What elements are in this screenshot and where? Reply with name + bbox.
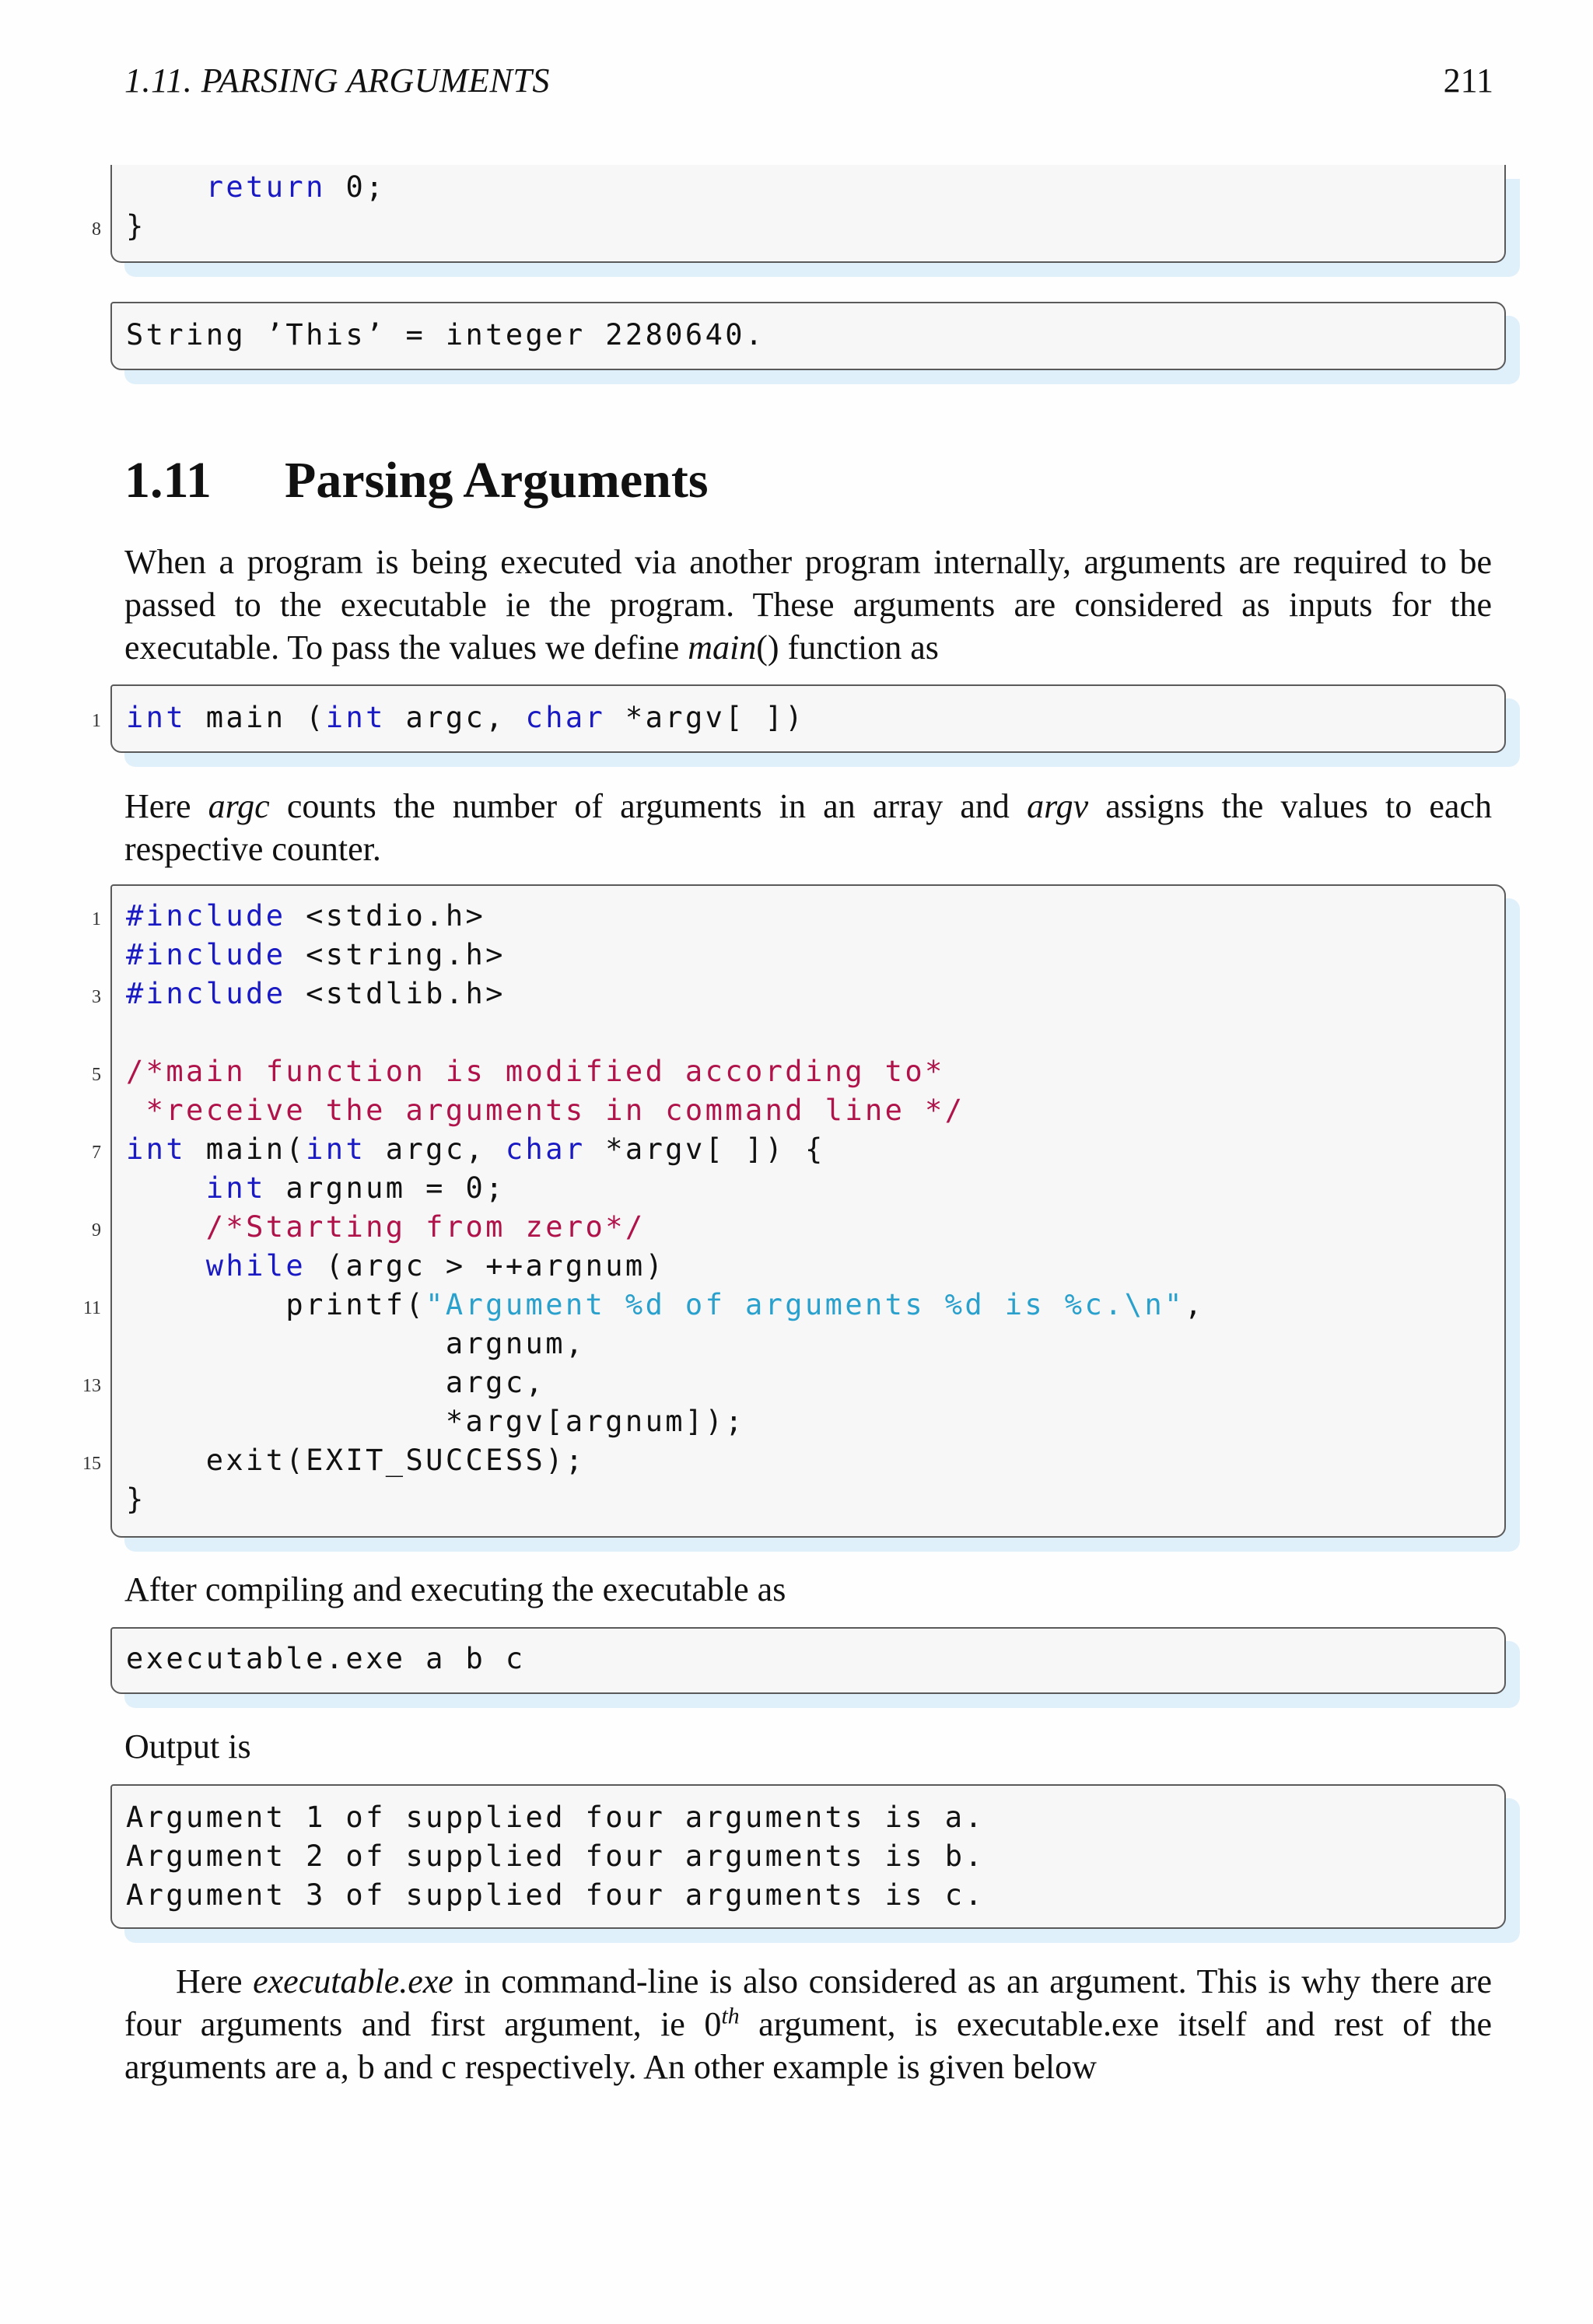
paragraph-intro — [124, 541, 1492, 669]
code-token: printf( — [126, 1288, 426, 1321]
code-token: } — [126, 209, 146, 243]
para-text: () function as — [756, 628, 939, 667]
code-line — [92, 1130, 1504, 1169]
section-title: Parsing Arguments — [285, 452, 709, 509]
code-token: int — [126, 701, 187, 734]
code-line — [82, 1363, 1504, 1402]
para-text: assigns the values to each respective counter. — [124, 787, 1492, 868]
code-token: #include — [126, 938, 286, 971]
para-text: argument, is executable.exe itself and rest of the arguments are a, b and c respectively. An other example is given below — [124, 2005, 1492, 2086]
code-token: main( — [186, 1132, 306, 1166]
line-number: 3 — [92, 987, 101, 1007]
code-line — [112, 1247, 1504, 1286]
code-token — [126, 170, 206, 204]
code-line — [112, 168, 1504, 207]
para-text: counts the number of arguments in an array and — [269, 787, 1028, 825]
code-token: main ( — [186, 701, 326, 734]
section-heading — [124, 451, 709, 510]
code-token: <stdlib.h> — [285, 977, 506, 1010]
code-line — [112, 1325, 1504, 1363]
code-token: argnum = 0; — [265, 1171, 506, 1205]
line-number: 15 — [82, 1454, 101, 1474]
line-number: 9 — [92, 1220, 101, 1241]
paragraph-compiling: After compiling and executing the executable as — [124, 1570, 786, 1608]
code-line — [92, 1208, 1504, 1247]
para-text: When a program is being executed via another program internally, arguments are required to be passed to the executable ie the program. These arguments are considered as inputs for the executable. To pass the values we define — [124, 543, 1492, 667]
code-token: argc, — [385, 701, 526, 734]
code-token: argc, — [126, 1366, 546, 1399]
code-token: return — [205, 170, 326, 204]
code-line — [92, 975, 1504, 1013]
line-number: 5 — [92, 1065, 101, 1085]
para-text: in command-line is also considered as an argument. This is why there are four arguments and first argument, ie 0 — [124, 1962, 1492, 2043]
code-token: while — [205, 1249, 306, 1283]
code-token: *argv[argnum]); — [126, 1405, 745, 1438]
output-line: Argument 1 of supplied four arguments is a. — [126, 1801, 986, 1834]
line-number: 1 — [92, 711, 101, 731]
paragraph-output-is: Output is — [124, 1727, 251, 1766]
paragraph-explanation — [124, 1960, 1492, 2088]
command-block — [110, 1627, 1506, 1694]
code-token: *argv[ ]) — [605, 701, 806, 734]
code-token — [126, 1016, 146, 1049]
para-italic-argc: argc — [208, 787, 270, 825]
code-token: exit(EXIT_SUCCESS); — [126, 1444, 586, 1477]
code-token: } — [126, 1482, 146, 1516]
code-line — [92, 1052, 1504, 1091]
code-token: #include — [126, 899, 286, 933]
code-token: "Argument %d of arguments %d is %c.\n" — [425, 1288, 1185, 1321]
output-block-arguments — [110, 1784, 1506, 1929]
line-number: 13 — [82, 1376, 101, 1396]
code-token: *receive the arguments in command line */ — [126, 1094, 965, 1127]
code-line — [82, 1286, 1504, 1325]
code-block-continuation — [92, 165, 1506, 263]
para-text: Here — [124, 787, 208, 825]
code-token — [126, 1249, 206, 1283]
section-number: 1.11 — [124, 452, 212, 509]
code-token: char — [525, 701, 606, 734]
code-token: /*main function is modified according to* — [126, 1055, 945, 1088]
code-block-program — [82, 884, 1506, 1538]
paragraph-argc-argv — [124, 785, 1492, 870]
output-block-string-integer — [110, 302, 1506, 370]
para-italic-main: main — [688, 628, 757, 667]
code-token: int — [325, 701, 386, 734]
code-token — [126, 1210, 206, 1244]
code-token: int — [205, 1171, 266, 1205]
code-line — [92, 897, 1504, 936]
line-number: 11 — [82, 1298, 101, 1318]
code-line — [112, 1402, 1504, 1441]
line-number: 8 — [92, 219, 101, 240]
code-token: 0; — [325, 170, 386, 204]
code-token: <string.h> — [285, 938, 506, 971]
running-header: 1.11. PARSING ARGUMENTS — [124, 61, 550, 100]
code-token: *argv[ ]) { — [585, 1132, 825, 1166]
para-italic-executable: executable.exe — [253, 1962, 453, 2000]
code-line — [112, 936, 1504, 975]
code-token: argc, — [366, 1132, 506, 1166]
code-token: int — [126, 1132, 187, 1166]
code-token: int — [306, 1132, 366, 1166]
output-line: Argument 2 of supplied four arguments is b. — [126, 1839, 986, 1873]
line-number: 1 — [92, 909, 101, 929]
code-token: , — [1184, 1288, 1205, 1321]
code-token: <stdio.h> — [285, 899, 486, 933]
code-line — [92, 698, 1504, 737]
code-line — [112, 1169, 1504, 1208]
code-line — [112, 1480, 1504, 1519]
code-line — [92, 207, 1504, 246]
code-token: (argc > ++argnum) — [306, 1249, 666, 1283]
line-number: 7 — [92, 1143, 101, 1163]
output-line: String ’This’ = integer 2280640. — [126, 318, 765, 352]
code-line — [112, 1091, 1504, 1130]
para-text: Here — [176, 1962, 254, 2000]
code-token: /*Starting from zero*/ — [205, 1210, 646, 1244]
page-number: 211 — [1443, 61, 1493, 100]
output-line: Argument 3 of supplied four arguments is c. — [126, 1878, 986, 1912]
code-token: #include — [126, 977, 286, 1010]
superscript-th: th — [721, 2003, 740, 2029]
code-token: char — [505, 1132, 586, 1166]
code-block-main-declaration — [92, 684, 1506, 753]
output-line: executable.exe a b c — [126, 1642, 526, 1675]
code-token — [126, 1171, 206, 1205]
code-token: argnum, — [126, 1327, 586, 1360]
code-line — [82, 1441, 1504, 1480]
code-line — [112, 1013, 1504, 1052]
para-italic-argv: argv — [1027, 787, 1089, 825]
